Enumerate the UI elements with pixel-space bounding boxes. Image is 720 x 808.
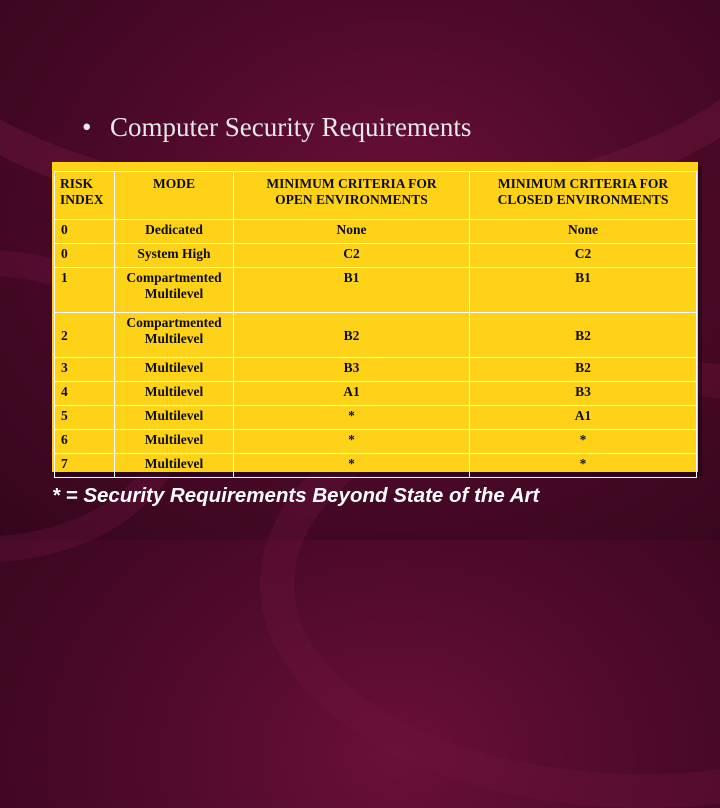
risk-index-cell: 5 bbox=[55, 406, 115, 430]
mode-cell: Compartmented Multilevel bbox=[115, 268, 234, 313]
mode-cell: System High bbox=[115, 244, 234, 268]
table-row bbox=[55, 220, 697, 244]
mode-cell: Multilevel bbox=[115, 382, 234, 406]
risk-index-cell: 6 bbox=[55, 430, 115, 454]
table-row bbox=[55, 268, 697, 313]
table-row bbox=[55, 244, 697, 268]
open-criteria-cell: B2 bbox=[234, 313, 470, 358]
risk-index-cell: 4 bbox=[55, 382, 115, 406]
requirements-table bbox=[54, 171, 697, 478]
closed-criteria-cell: C2 bbox=[470, 244, 697, 268]
open-criteria-cell: * bbox=[234, 406, 470, 430]
mode-cell: Compartmented Multilevel bbox=[115, 313, 234, 358]
risk-index-cell: 0 bbox=[55, 220, 115, 244]
open-criteria-cell: None bbox=[234, 220, 470, 244]
closed-criteria-cell: A1 bbox=[470, 406, 697, 430]
open-criteria-cell: A1 bbox=[234, 382, 470, 406]
closed-criteria-cell: B3 bbox=[470, 382, 697, 406]
table-row bbox=[55, 358, 697, 382]
header-open-environments: MINIMUM CRITERIA FOR OPEN ENVIRONMENTS bbox=[234, 172, 470, 220]
closed-criteria-cell: * bbox=[470, 430, 697, 454]
closed-criteria-cell: B1 bbox=[470, 268, 697, 313]
risk-index-cell: 0 bbox=[55, 244, 115, 268]
header-closed-environments: MINIMUM CRITERIA FOR CLOSED ENVIRONMENTS bbox=[470, 172, 697, 220]
table-header-row bbox=[55, 172, 697, 220]
table-row bbox=[55, 382, 697, 406]
mode-cell: Multilevel bbox=[115, 454, 234, 478]
requirements-table-panel bbox=[52, 162, 698, 472]
closed-criteria-cell: B2 bbox=[470, 358, 697, 382]
header-mode: MODE bbox=[115, 172, 234, 220]
table-row bbox=[55, 313, 697, 358]
open-criteria-cell: C2 bbox=[234, 244, 470, 268]
open-criteria-cell: * bbox=[234, 454, 470, 478]
footnote: * = Security Requirements Beyond State of the Art bbox=[52, 484, 540, 507]
mode-cell: Multilevel bbox=[115, 358, 234, 382]
closed-criteria-cell: None bbox=[470, 220, 697, 244]
mode-cell: Dedicated bbox=[115, 220, 234, 244]
risk-index-cell: 3 bbox=[55, 358, 115, 382]
mode-cell: Multilevel bbox=[115, 430, 234, 454]
open-criteria-cell: * bbox=[234, 430, 470, 454]
risk-index-cell: 2 bbox=[55, 313, 115, 358]
bullet-icon: • bbox=[82, 112, 92, 142]
open-criteria-cell: B1 bbox=[234, 268, 470, 313]
closed-criteria-cell: B2 bbox=[470, 313, 697, 358]
closed-criteria-cell: * bbox=[470, 454, 697, 478]
header-risk-index: RISK INDEX bbox=[55, 172, 115, 220]
mode-cell: Multilevel bbox=[115, 406, 234, 430]
table-row bbox=[55, 406, 697, 430]
heading-text: Computer Security Requirements bbox=[110, 112, 472, 142]
risk-index-cell: 7 bbox=[55, 454, 115, 478]
open-criteria-cell: B3 bbox=[234, 358, 470, 382]
table-row bbox=[55, 454, 697, 478]
slide-heading bbox=[82, 112, 471, 143]
risk-index-cell: 1 bbox=[55, 268, 115, 313]
table-row bbox=[55, 430, 697, 454]
